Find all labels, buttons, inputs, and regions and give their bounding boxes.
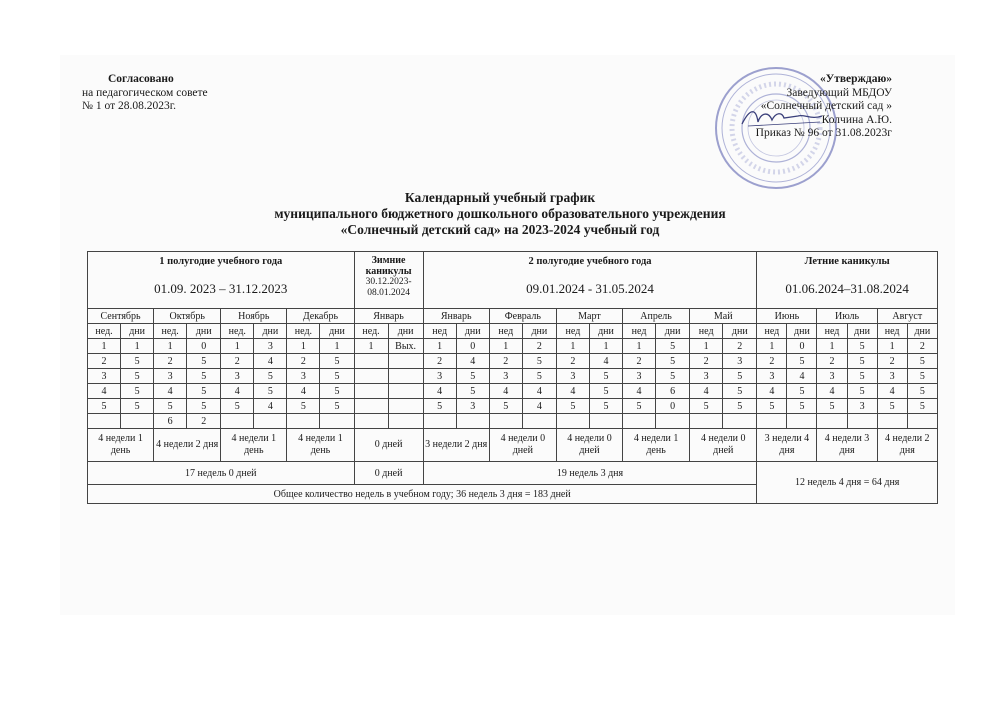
data-cell: 5 [907,384,937,399]
data-cell: 3 [254,339,287,354]
subheader-cell: дни [787,324,817,339]
subheader-cell: дни [522,324,556,339]
data-cell: 5 [187,354,221,369]
data-cell: 3 [456,399,489,414]
subheader-cell: нед [877,324,907,339]
data-cell: 5 [589,369,622,384]
data-cell: 4 [787,369,817,384]
month-header: Июль [817,309,877,324]
data-cell: 5 [254,384,287,399]
month-header: Ноябрь [221,309,287,324]
data-cell [221,414,254,429]
month-header: Октябрь [154,309,221,324]
month-header: Апрель [623,309,690,324]
subheader-row [88,324,938,339]
data-cell [388,384,423,399]
table-row [88,384,938,399]
data-cell [723,414,757,429]
data-cell: 5 [847,369,877,384]
sem2-title: 2 полугодие учебного года [528,256,652,267]
data-cell: 0 [787,339,817,354]
data-cell: 3 [556,369,589,384]
month-summary: 4 недели 2 дня [154,429,221,462]
subheader-cell: нед. [221,324,254,339]
data-cell: 4 [589,354,622,369]
sem2-total: 19 недель 3 дня [423,462,757,485]
month-header: Июнь [757,309,817,324]
data-cell: 5 [623,399,656,414]
data-cell: 2 [723,339,757,354]
month-header: Август [877,309,937,324]
data-cell: 3 [723,354,757,369]
data-cell: 5 [847,384,877,399]
order-line: Приказ № 96 от 31.08.2023г [755,127,892,139]
data-cell: 3 [489,369,522,384]
data-cell: 5 [907,399,937,414]
data-cell: Вых. [388,339,423,354]
data-cell: 4 [556,384,589,399]
month-header: Сентябрь [88,309,154,324]
data-cell: 5 [556,399,589,414]
subheader-cell: дни [121,324,154,339]
data-cell [877,414,907,429]
data-cell: 1 [287,339,320,354]
data-cell: 3 [623,369,656,384]
data-cell: 5 [787,399,817,414]
data-cell: 2 [907,339,937,354]
data-cell: 2 [690,354,723,369]
data-cell: 5 [456,369,489,384]
head-line: Заведующий МБДОУ [786,86,892,99]
data-cell: 6 [656,384,690,399]
subheader-cell: нед [623,324,656,339]
data-cell: 3 [690,369,723,384]
subheader-cell: нед [489,324,522,339]
data-cell [489,414,522,429]
summer-dates: 01.06.2024–31.08.2024 [785,281,909,296]
data-cell: 5 [121,384,154,399]
data-cell [388,354,423,369]
data-cell: 4 [690,384,723,399]
data-cell: 4 [623,384,656,399]
data-cell: 1 [320,339,354,354]
data-cell [388,399,423,414]
data-cell [623,414,656,429]
data-cell [656,414,690,429]
month-header: Январь [354,309,423,324]
data-cell: 3 [757,369,787,384]
summer-header [757,252,938,309]
data-cell: 5 [320,354,354,369]
data-cell: 2 [187,414,221,429]
data-cell: 4 [877,384,907,399]
data-cell [354,414,388,429]
winter-header [354,252,423,309]
data-cell: 5 [757,399,787,414]
data-cell: 5 [221,399,254,414]
subheader-cell: дни [907,324,937,339]
year-total: Общее количество недель в учебном году; 36 недель 3 дня = 183 дней [88,485,757,504]
month-summary: 4 недели 1 день [221,429,287,462]
data-cell: 3 [817,369,847,384]
month-summary: 3 недели 4 дня [757,429,817,462]
data-cell: 5 [817,399,847,414]
data-cell [757,414,787,429]
data-cell: 2 [757,354,787,369]
org-line: «Солнечный детский сад » [760,100,892,112]
sem1-dates: 01.09. 2023 – 31.12.2023 [154,281,288,296]
data-cell: 4 [221,384,254,399]
data-cell: 4 [522,399,556,414]
subheader-cell: нед. [354,324,388,339]
data-cell: 3 [154,369,187,384]
data-cell: 1 [589,339,622,354]
data-cell: 5 [423,399,456,414]
data-cell: 1 [556,339,589,354]
data-cell: 2 [88,354,121,369]
data-cell: 1 [757,339,787,354]
data-cell: 4 [88,384,121,399]
month-summary: 4 недели 0 дней [489,429,556,462]
data-cell: 5 [489,399,522,414]
month-summary: 3 недели 2 дня [423,429,489,462]
data-cell: 0 [456,339,489,354]
data-cell: 5 [456,384,489,399]
data-cell: 4 [489,384,522,399]
month-summary: 4 недели 3 дня [817,429,877,462]
data-cell: 5 [723,369,757,384]
agreed-block [82,73,208,114]
subheader-cell: дни [254,324,287,339]
subheader-cell: нед. [154,324,187,339]
title-line-1: Календарный учебный график [404,190,596,205]
agreed-heading: Согласовано [108,73,174,85]
data-cell: 3 [287,369,320,384]
subheader-cell: дни [320,324,354,339]
data-cell: 2 [556,354,589,369]
table-row [88,354,938,369]
month-header: Май [690,309,757,324]
sem1-title: 1 полугодие учебного года [159,256,283,267]
calendar-table [87,251,938,504]
sem2-dates: 09.01.2024 - 31.05.2024 [526,281,654,296]
month-summary: 4 недели 1 день [623,429,690,462]
table-row [88,339,938,354]
subheader-cell: дни [456,324,489,339]
data-cell: 5 [187,399,221,414]
summary-row [88,429,938,462]
subheader-cell: нед [757,324,787,339]
title-line-3: «Солнечный детский сад» на 2023-2024 учебный год [340,222,660,237]
data-cell: 5 [787,354,817,369]
data-cell [121,414,154,429]
data-cell: 2 [522,339,556,354]
subheader-cell: нед [817,324,847,339]
data-cell: 6 [154,414,187,429]
subheader-cell: дни [656,324,690,339]
data-cell: 5 [589,384,622,399]
data-cell: 5 [907,354,937,369]
data-cell [690,414,723,429]
data-cell: 3 [847,399,877,414]
data-cell: 2 [221,354,254,369]
month-header: Март [556,309,622,324]
data-cell: 5 [187,384,221,399]
data-cell: 5 [187,369,221,384]
data-cell [354,369,388,384]
subheader-cell: нед. [88,324,121,339]
totals-row [88,462,938,485]
data-cell: 0 [187,339,221,354]
month-summary: 0 дней [354,429,423,462]
data-cell: 5 [723,384,757,399]
summer-total: 12 недель 4 дня = 64 дня [757,462,938,504]
month-summary: 4 недели 1 день [88,429,154,462]
subheader-cell: нед [556,324,589,339]
data-cell [522,414,556,429]
data-cell: 5 [656,369,690,384]
sem1-header [88,252,355,309]
data-cell: 5 [589,399,622,414]
data-cell [88,414,121,429]
protocol-line: № 1 от 28.08.2023г. [82,100,177,112]
data-cell [320,414,354,429]
subheader-cell: нед [690,324,723,339]
data-cell [388,414,423,429]
data-cell: 1 [354,339,388,354]
data-cell: 5 [320,399,354,414]
data-cell: 5 [907,369,937,384]
data-cell: 1 [690,339,723,354]
data-cell: 1 [423,339,456,354]
data-cell: 4 [456,354,489,369]
data-cell: 2 [489,354,522,369]
month-summary: 4 недели 0 дней [556,429,622,462]
data-cell: 5 [121,354,154,369]
data-cell: 1 [88,339,121,354]
subheader-cell: нед [423,324,456,339]
data-cell: 3 [221,369,254,384]
data-cell: 0 [656,399,690,414]
data-cell [907,414,937,429]
data-cell: 5 [723,399,757,414]
data-cell: 1 [489,339,522,354]
data-cell: 2 [154,354,187,369]
data-cell: 2 [287,354,320,369]
month-summary: 4 недели 0 дней [690,429,757,462]
sem1-total: 17 недель 0 дней [88,462,355,485]
data-cell [354,399,388,414]
data-cell: 4 [757,384,787,399]
data-cell: 2 [623,354,656,369]
month-row [88,309,938,324]
data-cell [556,414,589,429]
data-cell: 5 [877,399,907,414]
data-cell: 5 [522,354,556,369]
data-cell: 1 [877,339,907,354]
name-line: Колчина А.Ю. [821,113,892,126]
data-cell [388,369,423,384]
data-cell: 3 [88,369,121,384]
data-cell: 5 [522,369,556,384]
subheader-cell: дни [847,324,877,339]
subheader-cell: дни [388,324,423,339]
data-cell: 5 [656,354,690,369]
month-header: Февраль [489,309,556,324]
winter-title: Зимние каникулы [365,255,412,277]
data-cell [354,354,388,369]
data-cell [354,384,388,399]
data-cell: 5 [287,399,320,414]
data-cell [287,414,320,429]
subheader-cell: дни [187,324,221,339]
data-cell [787,414,817,429]
period-header-row [88,252,938,309]
data-cell: 5 [690,399,723,414]
data-cell: 4 [254,354,287,369]
data-cell [423,414,456,429]
data-cell: 1 [121,339,154,354]
sem2-header [423,252,757,309]
data-cell: 2 [423,354,456,369]
table-row [88,414,938,429]
data-cell: 1 [623,339,656,354]
data-cell: 5 [656,339,690,354]
document-title [200,190,800,238]
data-cell: 4 [817,384,847,399]
month-header: Январь [423,309,489,324]
subheader-cell: нед. [287,324,320,339]
data-cell: 5 [121,369,154,384]
data-cell: 3 [423,369,456,384]
data-cell [847,414,877,429]
data-cell [456,414,489,429]
data-cell: 4 [287,384,320,399]
data-cell [589,414,622,429]
data-cell: 1 [221,339,254,354]
data-cell: 4 [254,399,287,414]
data-cell: 1 [817,339,847,354]
data-cell: 5 [847,354,877,369]
subheader-cell: дни [723,324,757,339]
data-cell: 5 [88,399,121,414]
data-cell: 5 [320,384,354,399]
subheader-cell: дни [589,324,622,339]
data-cell: 4 [423,384,456,399]
council-line: на педагогическом совете [82,86,208,99]
data-cell: 5 [847,339,877,354]
data-cell: 1 [154,339,187,354]
title-line-2: муниципального бюджетного дошкольного образовательного учреждения [274,206,726,221]
month-header: Декабрь [287,309,354,324]
data-cell: 2 [817,354,847,369]
approve-block [756,73,892,141]
approve-heading: «Утверждаю» [820,73,892,85]
winter-total: 0 дней [354,462,423,485]
month-summary: 4 недели 2 дня [877,429,937,462]
data-cell: 5 [121,399,154,414]
data-cell: 2 [877,354,907,369]
data-cell: 4 [522,384,556,399]
data-cell [254,414,287,429]
table-row [88,399,938,414]
data-cell: 5 [787,384,817,399]
month-summary: 4 недели 1 день [287,429,354,462]
data-cell: 5 [154,399,187,414]
table-row [88,369,938,384]
summer-title: Летние каникулы [804,256,890,267]
data-cell: 5 [254,369,287,384]
winter-dates: 30.12.2023-08.01.2024 [365,277,412,298]
data-cell: 5 [320,369,354,384]
data-cell: 3 [877,369,907,384]
data-cell [817,414,847,429]
data-cell: 4 [154,384,187,399]
